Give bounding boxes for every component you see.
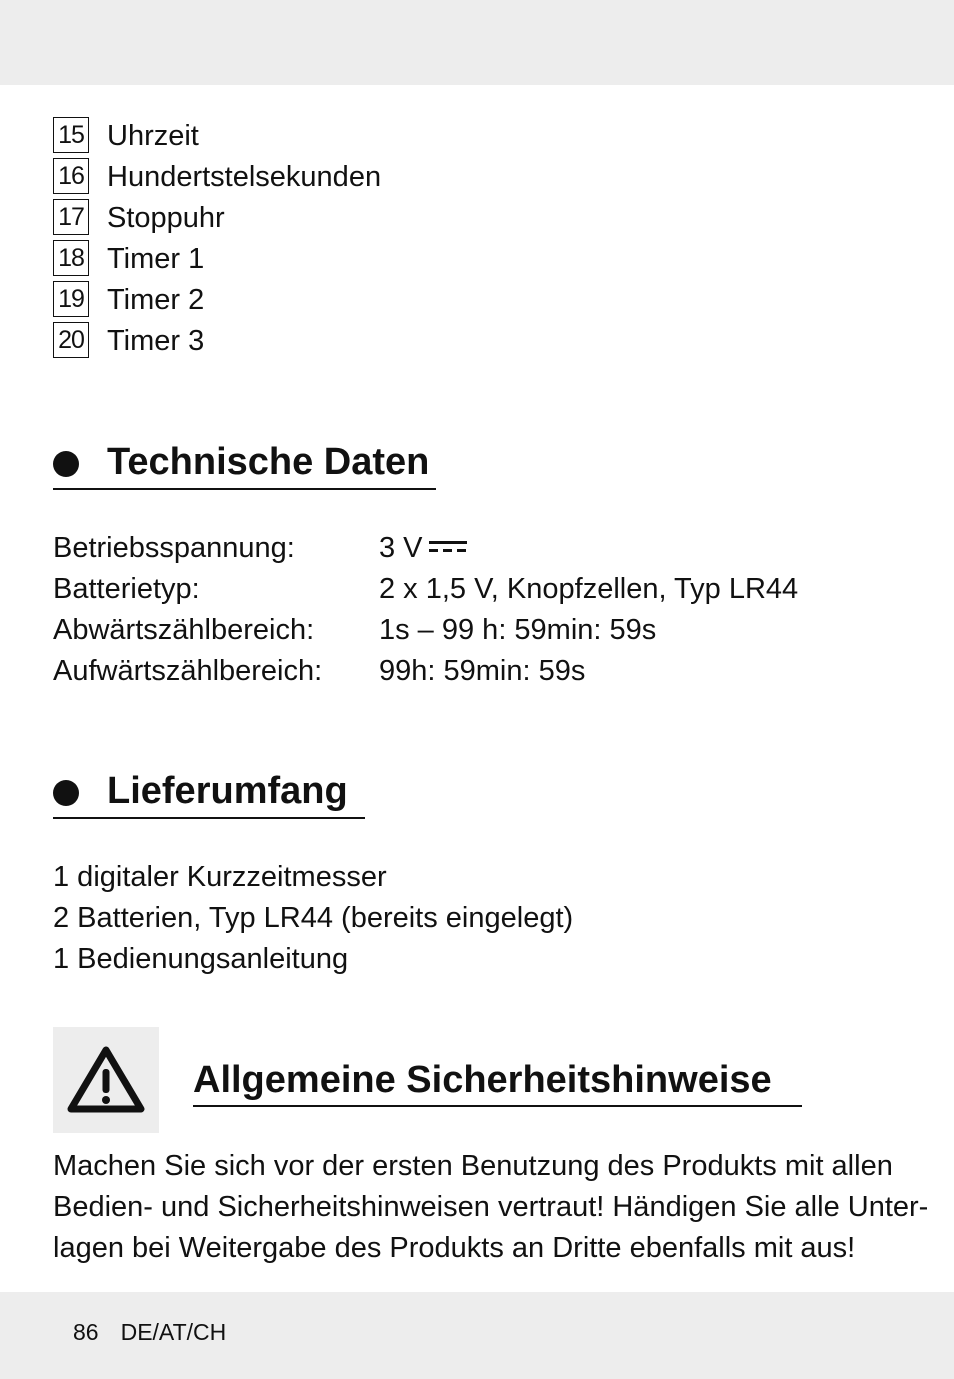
legend-label: Stoppuhr [107, 202, 225, 234]
bullet-icon [53, 451, 79, 477]
list-item: 1 digitaler Kurzzeitmesser [53, 861, 387, 893]
safety-paragraph [53, 1146, 929, 1269]
scope-heading-text: Lieferumfang [107, 770, 348, 812]
spec-value: 99h: 59min: 59s [379, 655, 586, 687]
bullet-icon [53, 780, 79, 806]
page-number: 86 [73, 1319, 99, 1345]
legend-label: Timer 2 [107, 284, 205, 316]
spec-label: Aufwärtszählbereich: [53, 655, 323, 687]
legend-label: Hundertstelsekunden [107, 161, 382, 193]
legend-number: 19 [53, 281, 89, 317]
paragraph-line: lagen bei Weitergabe des Produkts an Dritte ebenfalls mit aus! [53, 1232, 856, 1264]
heading-underline [53, 817, 365, 819]
page-footer [73, 1318, 226, 1346]
list-item: 2 Batterien, Typ LR44 (bereits eingelegt) [53, 902, 574, 934]
tech-heading-text: Technische Daten [107, 441, 430, 483]
spec-value: 1s – 99 h: 59min: 59s [379, 614, 657, 646]
spec-value [379, 529, 467, 567]
heading-underline [53, 488, 436, 490]
spec-value: 2 x 1,5 V, Knopfzellen, Typ LR44 [379, 573, 799, 605]
spec-value-text: 3 V [379, 532, 423, 564]
spec-label: Abwärtszählbereich: [53, 614, 315, 646]
legend-number: 17 [53, 199, 89, 235]
legend-number: 16 [53, 158, 89, 194]
region-label: DE/AT/CH [120, 1319, 227, 1345]
safety-heading-text: Allgemeine Sicherheitshinweise [193, 1059, 772, 1101]
legend-label: Timer 3 [107, 325, 205, 357]
legend-number: 15 [53, 117, 89, 153]
paragraph-line: Bedien- und Sicherheitshinweisen vertraut! Händigen Sie alle Unter- [53, 1191, 929, 1223]
scope-list [53, 858, 573, 981]
list-item: 1 Bedienungsanleitung [53, 943, 349, 975]
legend-number: 20 [53, 322, 89, 358]
legend-label: Timer 1 [107, 243, 205, 275]
heading-underline [193, 1105, 802, 1107]
spec-label: Batterietyp: [53, 573, 200, 605]
warning-triangle-icon [53, 1027, 159, 1133]
paragraph-line: Machen Sie sich vor der ersten Benutzung des Produkts mit allen [53, 1150, 893, 1182]
spec-label: Betriebsspannung: [53, 532, 295, 564]
legend-label: Uhrzeit [107, 120, 199, 152]
warning-icon-box [53, 1027, 159, 1133]
legend-number: 18 [53, 240, 89, 276]
top-margin-band [0, 0, 954, 85]
direct-current-icon [429, 541, 467, 553]
safety-heading [193, 1058, 772, 1102]
